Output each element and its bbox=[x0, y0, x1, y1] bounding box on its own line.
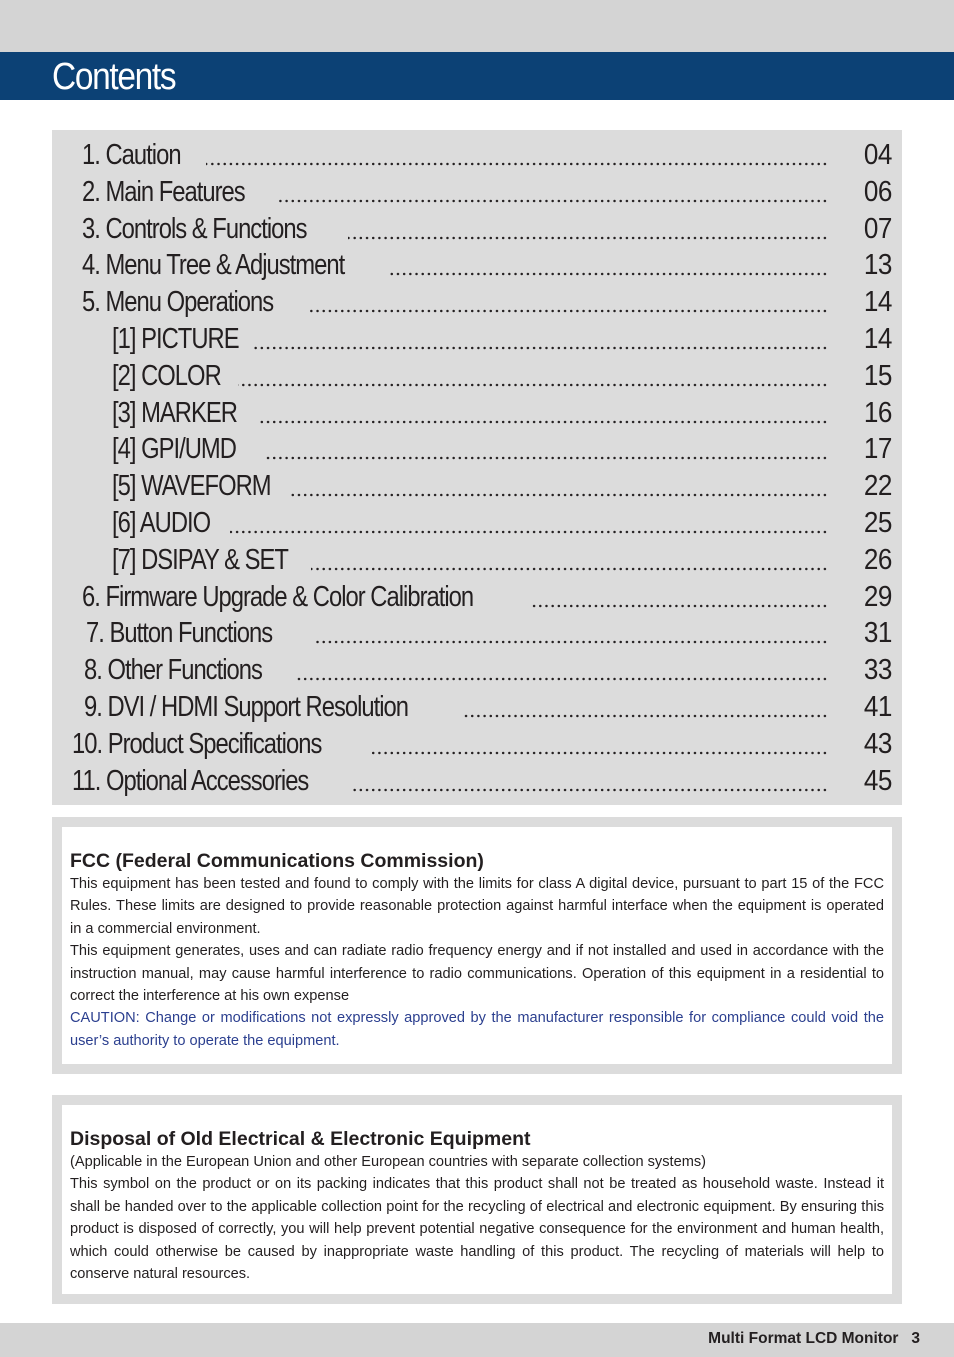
disposal-panel-body bbox=[62, 1105, 892, 1294]
toc-entry-label: 10. Product Specifications bbox=[72, 727, 322, 760]
toc-entry-label: [1] PICTURE bbox=[112, 323, 239, 355]
toc-entry[interactable] bbox=[52, 211, 902, 248]
toc-entry-page: 29 bbox=[863, 580, 892, 613]
toc-entry[interactable] bbox=[52, 689, 902, 726]
fcc-panel-body bbox=[62, 827, 892, 1064]
toc-entry-page: 41 bbox=[863, 691, 892, 723]
toc-entry-label: 1. Caution bbox=[82, 139, 181, 171]
toc-entry-label: 2. Main Features bbox=[82, 175, 245, 208]
disposal-title: Disposal of Old Electrical & Electronic Equipment bbox=[70, 1128, 531, 1150]
page-footer bbox=[0, 1323, 954, 1357]
toc-entry-label: [5] WAVEFORM bbox=[112, 470, 271, 503]
toc-entry-page: 33 bbox=[863, 654, 892, 687]
toc-entry[interactable] bbox=[52, 431, 902, 468]
page-title: Contents bbox=[52, 56, 176, 98]
toc-dot-leader bbox=[309, 309, 828, 313]
toc-entry-page: 22 bbox=[863, 470, 892, 503]
toc-entry[interactable] bbox=[52, 395, 902, 432]
disposal-paragraph: This symbol on the product or on its packing indicates that this product shall not be treated as household waste. Instead it shall be handed over to the applicable collection point for the recycling of electrical and electronic equipment. By ensuring this product is disposed of correctly, you will help prevent potential negative consequence for the environment and human health, which could otherwise be caused by inappropriate waste handling of this product. The recycling of materials will help to conserve natural resources. bbox=[70, 1176, 884, 1283]
toc-entry[interactable] bbox=[52, 321, 902, 358]
top-band bbox=[0, 0, 954, 52]
toc-entry-label: [6] AUDIO bbox=[112, 507, 211, 539]
toc-dot-leader bbox=[371, 751, 828, 755]
toc-entry-page: 25 bbox=[863, 507, 892, 539]
toc-entry-label: [3] MARKER bbox=[112, 396, 237, 429]
toc-entry-page: 26 bbox=[863, 543, 892, 576]
toc-dot-leader bbox=[531, 604, 828, 608]
toc-dot-leader bbox=[462, 714, 828, 718]
disposal-panel bbox=[52, 1095, 902, 1304]
toc-entry-page: 13 bbox=[863, 249, 892, 282]
toc-entry[interactable] bbox=[52, 652, 902, 689]
toc-entry-page: 31 bbox=[863, 617, 892, 650]
toc-entry-label: 4. Menu Tree & Adjustment bbox=[82, 249, 345, 282]
toc-entry[interactable] bbox=[52, 726, 902, 763]
toc-dot-leader bbox=[230, 530, 828, 534]
toc-dot-leader bbox=[316, 640, 828, 644]
toc-entry-label: 3. Controls & Functions bbox=[82, 212, 307, 245]
toc-entry-page: 43 bbox=[863, 727, 892, 760]
toc-entry[interactable] bbox=[52, 505, 902, 542]
toc-entry[interactable] bbox=[52, 137, 902, 174]
toc-entry[interactable] bbox=[52, 542, 902, 579]
toc-entry[interactable] bbox=[52, 579, 902, 616]
toc-dot-leader bbox=[388, 272, 828, 276]
toc-entry-page: 14 bbox=[863, 286, 892, 319]
toc-entry-page: 07 bbox=[863, 212, 892, 245]
toc-entry-page: 14 bbox=[863, 323, 892, 355]
toc-entry[interactable] bbox=[52, 174, 902, 211]
toc-entry-label: 5. Menu Operations bbox=[82, 286, 274, 319]
toc-dot-leader bbox=[278, 199, 828, 203]
toc-dot-leader bbox=[290, 493, 828, 497]
fcc-panel bbox=[52, 817, 902, 1074]
toc-entry[interactable] bbox=[52, 247, 902, 284]
toc-entry-label: [7] DSIPAY & SET bbox=[112, 543, 288, 576]
toc-dot-leader bbox=[238, 383, 828, 387]
toc-entry-label: [2] COLOR bbox=[112, 359, 221, 392]
toc-entry-page: 04 bbox=[863, 139, 892, 171]
toc-entry[interactable] bbox=[52, 284, 902, 321]
toc-entry-page: 45 bbox=[863, 764, 892, 797]
disposal-paragraph: (Applicable in the European Union and other European countries with separate collection systems) bbox=[70, 1154, 707, 1170]
toc-entry[interactable] bbox=[52, 468, 902, 505]
fcc-title: FCC (Federal Communications Commission) bbox=[70, 850, 484, 872]
toc-entry-label: 11. Optional Accessories bbox=[72, 764, 309, 797]
toc-dot-leader bbox=[254, 346, 828, 350]
title-bar bbox=[0, 52, 954, 100]
toc-entry-label: 9. DVI / HDMI Support Resolution bbox=[84, 691, 409, 723]
toc-entry-label: 6. Firmware Upgrade & Color Calibration bbox=[82, 580, 474, 613]
toc-entry-label: [4] GPI/UMD bbox=[112, 433, 236, 466]
toc-dot-leader bbox=[311, 567, 828, 571]
toc-entry-page: 16 bbox=[863, 396, 892, 429]
toc-entry-page: 06 bbox=[863, 175, 892, 208]
toc-entry[interactable] bbox=[52, 615, 902, 652]
fcc-paragraph: This equipment generates, uses and can radiate radio frequency energy and if not installed and used in accordance with the instruction manual, may cause harmful interference to radio communications. Operation of this equipment in a residential to correct the interference at his own expense bbox=[70, 943, 884, 1005]
toc-dot-leader bbox=[296, 677, 828, 681]
table-of-contents bbox=[52, 130, 902, 805]
toc-entry-label: 7. Button Functions bbox=[86, 617, 273, 650]
toc-dot-leader bbox=[206, 162, 828, 166]
toc-dot-leader bbox=[352, 788, 828, 792]
toc-dot-leader bbox=[257, 420, 828, 424]
toc-dot-leader bbox=[348, 236, 828, 240]
toc-entry-page: 15 bbox=[863, 359, 892, 392]
toc-entry[interactable] bbox=[52, 358, 902, 395]
fcc-paragraph: This equipment has been tested and found to comply with the limits for class A digital device, pursuant to part 15 of the FCC Rules. These limits are designed to provide reasonable protection against harmful interface when the equipment is operated in a commercial environment. bbox=[70, 876, 884, 937]
toc-entry-label: 8. Other Functions bbox=[84, 654, 262, 687]
footer-text: Multi Format LCD Monitor 3 bbox=[708, 1330, 920, 1347]
toc-dot-leader bbox=[266, 456, 828, 460]
toc-entry[interactable] bbox=[52, 763, 902, 800]
toc-entry-page: 17 bbox=[863, 433, 892, 466]
fcc-caution: CAUTION: Change or modifications not expressly approved by the manufacturer responsible for compliance could void the user’s authority to operate the equipment. bbox=[70, 1010, 884, 1049]
